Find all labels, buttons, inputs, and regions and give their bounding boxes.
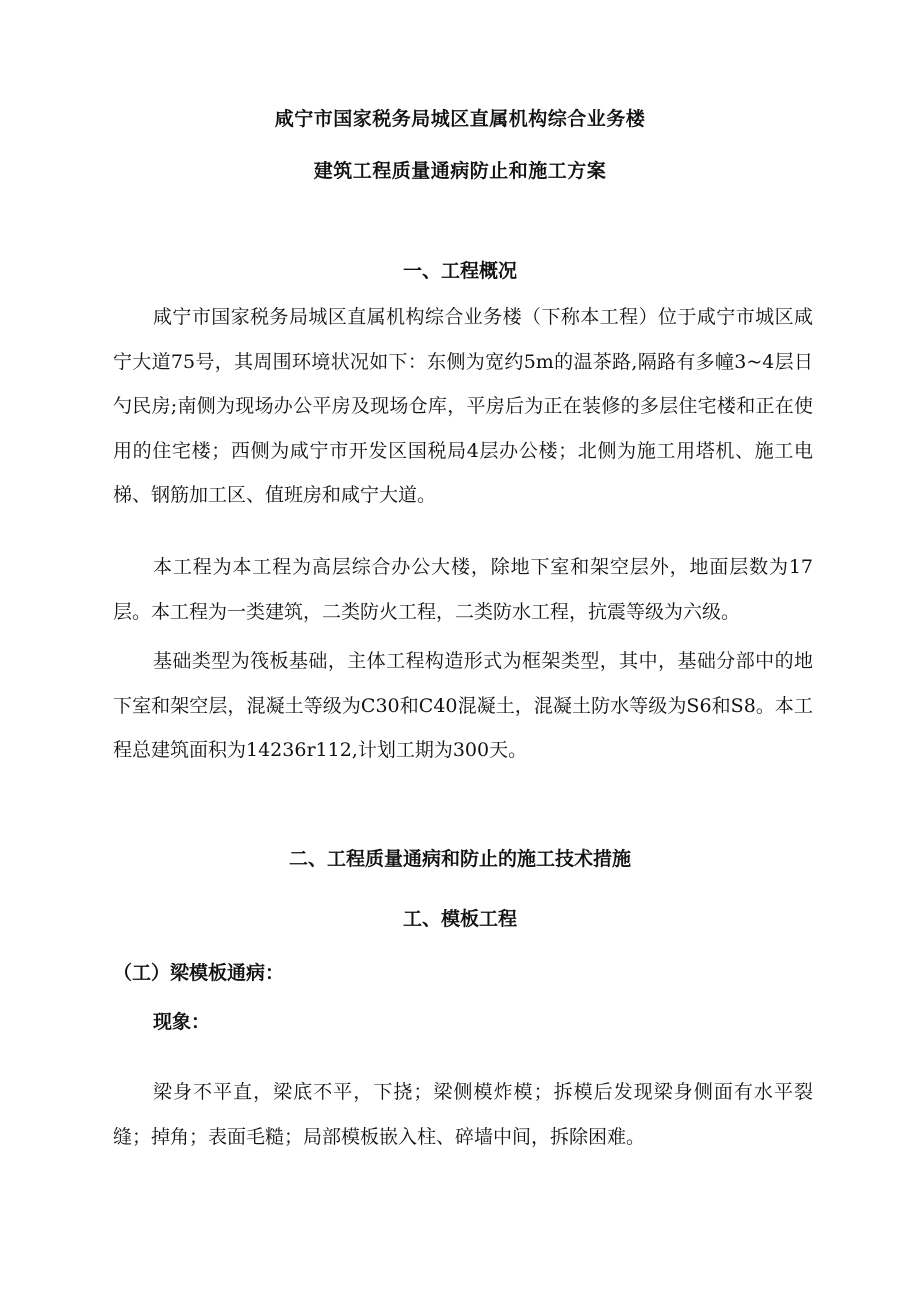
section-2-heading: 二、工程质量通病和防止的施工技术措施 — [288, 848, 631, 870]
subsection-heading: 工、模板工程 — [402, 908, 517, 930]
item-heading: （工）梁模板通病： — [113, 962, 285, 984]
section-1-paragraph-2: 本工程为本工程为高层综合办公大楼，除地下室和架空层外，地面层数为17层。本工程为一类建筑，二类防火工程，二类防水工程，抗震等级为六级。 — [113, 556, 813, 623]
phenomenon-text: 梁身不平直，梁底不平，下挠；梁侧模炸模；拆模后发现梁身侧面有水平裂缝；掉角；表面毛糙；局部模板嵌入柱、碎墙中间，拆除困难。 — [113, 1081, 813, 1148]
document-title-line-1: 咸宁市国家税务局城区直属机构综合业务楼 — [274, 108, 646, 130]
section-1-heading: 一、工程概况 — [402, 260, 517, 282]
section-1-paragraph-1: 咸宁市国家税务局城区直属机构综合业务楼（下称本工程）位于咸宁市城区咸宁大道75号，其周围环境状况如下：东侧为宽约5m的温茶路,隔路有多幢3~4层日勺民房;南侧为现场办公平房及现场仓库，平房后为正在装修的多层住宅楼和正在使用的住宅楼；西侧为咸宁市开发区国税局4层办公楼；北侧为施工用塔机、施工电梯、钢筋加工区、值班房和咸宁大道。 — [113, 306, 813, 506]
section-1-paragraph-3: 基础类型为筏板基础，主体工程构造形式为框架类型，其中，基础分部中的地下室和架空层，混凝土等级为C30和C40混凝土，混凝土防水等级为S6和S8。本工程总建筑面积为14236r112,计划工期为300天。 — [113, 650, 813, 761]
phenomenon-label: 现象： — [153, 1011, 211, 1033]
document-title-line-2: 建筑工程质量通病防止和施工方案 — [313, 160, 607, 182]
